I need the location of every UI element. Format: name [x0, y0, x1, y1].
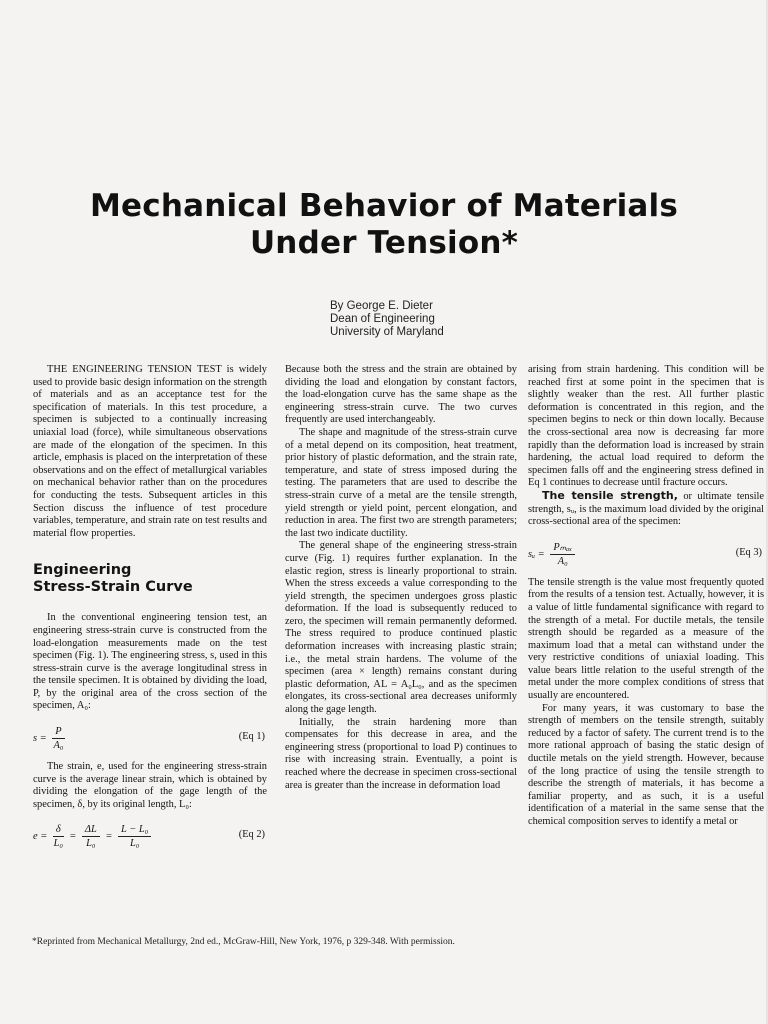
column-2	[285, 364, 517, 792]
section-heading-line-1: Engineering	[33, 562, 132, 579]
byline	[330, 300, 444, 339]
numerator: P	[52, 725, 64, 739]
numerator: L − L₀	[118, 823, 151, 837]
fraction	[53, 823, 64, 850]
denominator: L₀	[53, 838, 63, 850]
numerator: ΔL	[82, 823, 100, 837]
paragraph	[528, 490, 764, 529]
denominator: L₀	[86, 838, 96, 850]
paragraph: The strain, e, used for the engineering stress-strain curve is the average linear strain, which is obtained by dividing the elongation of the gage length of the specimen, δ, by its original length, L₀:	[33, 761, 267, 810]
equals-sign: =	[105, 831, 113, 843]
paragraph: Because both the stress and the strain are obtained by dividing the load and elongation by constant factors, the load-elongation curve has the same shape as the engineering stress-strain curve. The two curves frequently are used interchangeably.	[285, 364, 517, 426]
equation-2	[33, 817, 267, 855]
title-line-2: Under Tension*	[249, 225, 519, 261]
section-heading	[33, 562, 267, 596]
equation-1	[33, 719, 267, 757]
fraction	[52, 725, 64, 752]
denominator: A₀	[557, 555, 568, 567]
paragraph-text: or ultimate tensile strength, sᵤ, is the maximum load divided by the original cross-sectional area of the specimen:	[528, 490, 765, 528]
title-line-1: Mechanical Behavior of Materials	[90, 188, 678, 224]
paragraph: For many years, it was customary to base the strength of members on the tensile strength, suitably reduced by a factor of safety. The current trend is to the more rational approach of basing the static design of ductile metals on the yield strength. However, because of the long practice of using the tensile strength to describe the strength of materials, it has become a familiar property, and as such, it is a useful identification of a material in the same sense that the chemical composition serves to identify a metal or	[528, 702, 764, 827]
equation-label: (Eq 2)	[238, 829, 265, 841]
numerator: Pₘₐₓ	[550, 541, 575, 555]
paragraph: THE ENGINEERING TENSION TEST is widely used to provide basic design information on the strength of materials and as an acceptance test for the specification of materials. In this test procedure, a specimen is subjected to a continually increasing uniaxial load (force), while simultaneous observations are made of the elongation of the specimen. In this article, emphasis is placed on the interpretation of these observations and on the effect of metallurgical variables on mechanical behavior rather than on the procedures for conducting the tests. Subsequent articles in this Section discuss the influence of test procedure variables, temperature, and strain rate on test results and material flow properties.	[33, 364, 267, 539]
author-position: Dean of Engineering	[330, 313, 435, 325]
equation-label: (Eq 1)	[238, 731, 265, 743]
run-in-heading: The tensile strength,	[542, 488, 678, 502]
equation-lhs: s =	[33, 732, 47, 744]
footnote: *Reprinted from Mechanical Metallurgy, 2nd ed., McGraw-Hill, New York, 1976, p 329-348. With permission.	[32, 937, 455, 947]
paragraph: Initially, the strain hardening more than compensates for this decrease in area, and the engineering stress (proportional to load P) continues to rise with increasing strain. Eventually, a point is reached where the decrease in specimen cross-sectional area is greater than the increase in deformation load	[285, 716, 517, 791]
fraction	[118, 823, 151, 850]
author: By George E. Dieter	[330, 300, 433, 312]
equation-lhs: sᵤ =	[528, 548, 545, 560]
numerator: δ	[53, 823, 64, 837]
column-3	[528, 364, 764, 829]
section-heading-line-2: Stress-Strain Curve	[33, 579, 193, 596]
paragraph: arising from strain hardening. This condition will be reached first at some point in the specimen that is slightly weaker than the rest. All further plastic deformation is concentrated in this region, and the specimen begins to neck or thin down locally. Because the cross-sectional area now is decreasing far more rapidly than the deformation load is increased by strain hardening, the actual load required to deform the specimen falls off and the engineering stress defined in Eq 1 continues to decrease until fracture occurs.	[528, 364, 764, 489]
fraction	[550, 541, 575, 568]
article-title	[0, 188, 768, 262]
denominator: L₀	[129, 838, 140, 850]
denominator: A₀	[53, 740, 64, 752]
equals-sign: =	[69, 831, 77, 843]
fraction	[82, 823, 100, 850]
paragraph: In the conventional engineering tension test, an engineering stress-strain curve is constructed from the load-elongation measurements made on the test specimen (Fig. 1). The engineering stress, s, used in this stress-strain curve is the average longitudinal stress in the tensile specimen. It is obtained by dividing the load, P, by the original area of the cross section of the specimen, A₀:	[33, 612, 267, 712]
equation-lhs: e =	[33, 831, 48, 843]
author-affiliation: University of Maryland	[330, 326, 444, 338]
column-1	[33, 364, 267, 859]
paragraph: The shape and magnitude of the stress-strain curve of a metal depend on its composition, heat treatment, prior history of plastic deformation, and the strain rate, temperature, and state of stress imposed during the testing. The parameters that are used to describe the stress-strain curve of a metal are the tensile strength, yield strength or yield point, percent elongation, and reduction in area. The first two are strength parameters; the last two indicate ductility.	[285, 426, 517, 539]
paragraph: The tensile strength is the value most frequently quoted from the results of a tension test. Actually, however, it is a value of little fundamental significance with regard to the strength of a metal. For ductile metals, the tensile strength should be regarded as a measure of the maximum load that a metal can withstand under the very restrictive conditions of uniaxial loading. This value bears little relation to the useful strength of the metal under the more complex conditions of stress that usually are encountered.	[528, 576, 764, 702]
equation-3	[528, 535, 764, 573]
equation-label: (Eq 3)	[735, 546, 762, 558]
paragraph: The general shape of the engineering stress-strain curve (Fig. 1) requires further explanation. In the elastic region, stress is linearly proportional to strain. When the stress exceeds a value corresponding to the yield strength, the specimen undergoes gross plastic deformation. If the load is subsequently reduced to zero, the specimen will remain permanently deformed. The stress required to produce continued plastic deformation increases with increasing plastic strain; i.e., the metal strain hardens. The volume of the specimen (area × length) remains constant during plastic deformation, AL = A₀L₀, and as the specimen elongates, its cross-sectional area decreases uniformly along the gage length.	[285, 540, 517, 716]
